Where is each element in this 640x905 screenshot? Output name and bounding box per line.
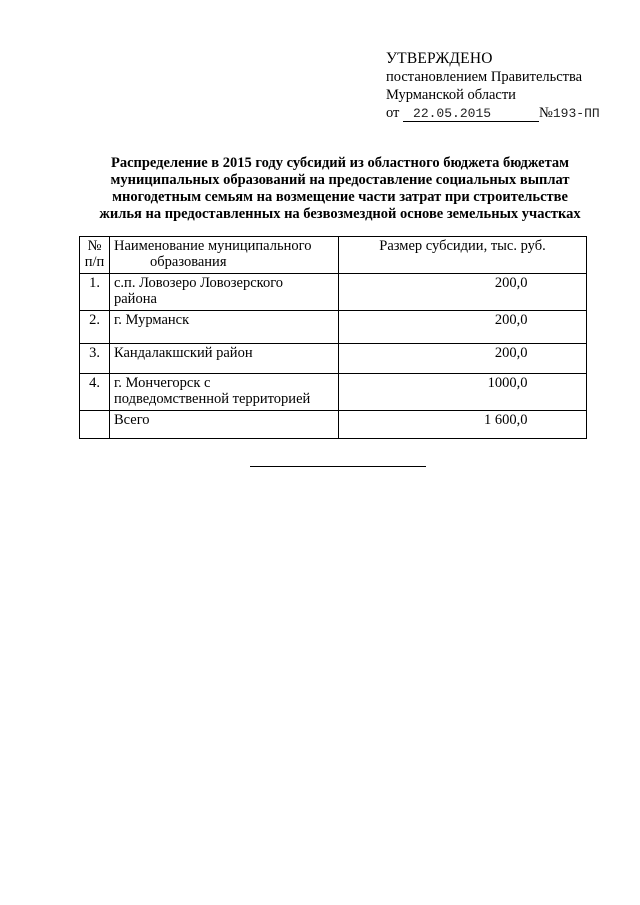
closing-rule [250,466,426,467]
row-name-line-1: Кандалакшский район [114,345,253,361]
row-amount [339,344,587,374]
row-amount [339,374,587,411]
title-line: многодетным семьям на возмещение части затрат при строительстве [112,189,568,205]
table-row [80,274,587,311]
table-row [80,311,587,344]
total-num [80,411,110,439]
row-num: 3. [80,344,110,374]
total-label: Всего [110,411,339,439]
header-num [80,237,110,274]
row-amount [339,274,587,311]
row-name-line-1: г. Мончегорск с [114,375,211,391]
header-name-line-1: Наименование муниципального [114,238,312,254]
header-name [110,237,339,274]
row-amount-value: 200,0 [494,345,528,361]
row-num: 2. [80,311,110,344]
title-line: жилья на предоставленных на безвозмездной основе земельных участках [99,206,581,222]
header-num-line-1: № [87,238,102,254]
row-amount-value: 200,0 [494,312,528,328]
row-name [110,311,339,344]
title-line: муниципальных образований на предоставление социальных выплат [110,172,570,188]
header-num-line-2: п/п [84,254,105,270]
row-num: 4. [80,374,110,411]
row-name-line-2: района [114,291,157,307]
row-name-line-2: подведомственной территорией [114,391,311,407]
table-row [80,344,587,374]
table-total-row [80,411,587,439]
row-name [110,274,339,311]
table-row [80,374,587,411]
approval-date: 22.05.2015 [403,106,539,122]
header-name-line-2: образования [150,254,227,270]
row-name [110,344,339,374]
header-amount: Размер субсидии, тыс. руб. [339,237,587,274]
row-amount-value: 200,0 [494,275,528,291]
approval-line-2: Мурманской области [386,87,516,103]
approval-stamp [386,50,636,123]
row-name-line-1: г. Мурманск [114,312,190,328]
approval-from-label: от [386,105,400,121]
approval-heading: УТВЕРЖДЕНО [386,50,493,67]
total-amount-value: 1 600,0 [484,412,528,428]
table-header-row [80,237,587,274]
title-line: Распределение в 2015 году субсидий из областного бюджета бюджетам [110,155,570,171]
row-name-line-1: с.п. Ловозеро Ловозерского [114,275,284,291]
document-title [60,155,620,223]
row-num: 1. [80,274,110,311]
approval-number: 193-ПП [552,106,600,121]
row-name [110,374,339,411]
subsidy-table [79,236,587,439]
approval-number-label: № [539,105,553,121]
approval-date-number-row [386,104,636,123]
row-amount [339,311,587,344]
row-amount-value: 1000,0 [487,375,528,391]
total-amount [339,411,587,439]
approval-line-1: постановлением Правительства [386,69,583,85]
